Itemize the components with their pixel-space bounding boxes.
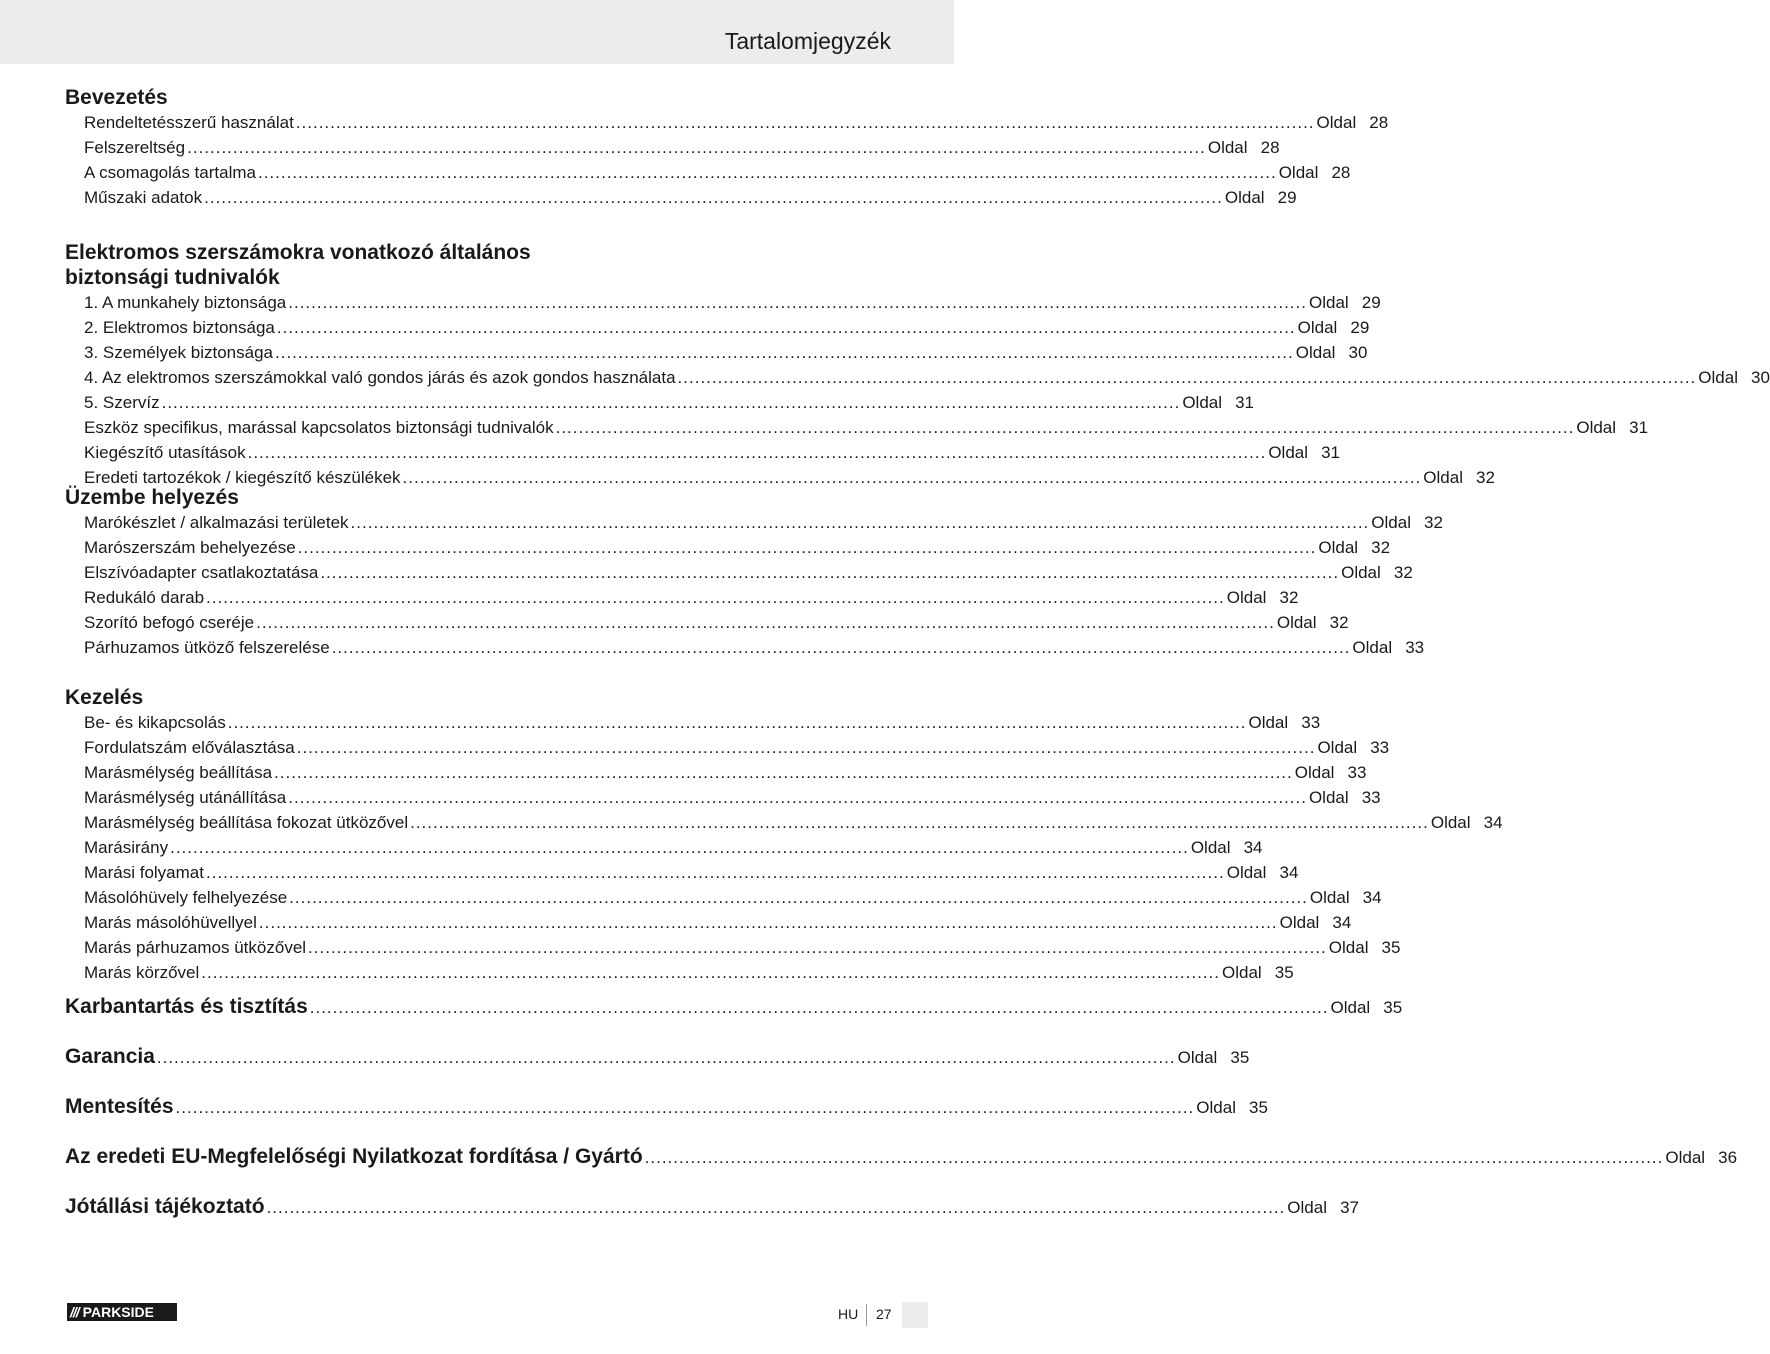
- footer-language: HU: [838, 1306, 859, 1322]
- toc-entry[interactable]: [65, 290, 1381, 315]
- footer-page-number: 27: [876, 1306, 892, 1322]
- entry-page: Oldal 34: [1226, 863, 1299, 882]
- entry-page: Oldal 35: [1330, 998, 1403, 1017]
- entry-label: Szorító befogó cseréje: [84, 613, 255, 632]
- toc-entry[interactable]: [65, 135, 1280, 160]
- footer-corner-box: [902, 1302, 928, 1328]
- toc-entry[interactable]: [65, 365, 1770, 390]
- entry-label: Elszívóadapter csatlakoztatása: [84, 563, 319, 582]
- logo-slashes: ///: [70, 1304, 79, 1320]
- entry-page: Oldal 34: [1190, 838, 1263, 857]
- toc-entry[interactable]: [65, 860, 1299, 885]
- toc-entry[interactable]: [65, 390, 1255, 415]
- entry-page: Oldal 36: [1665, 1148, 1738, 1167]
- toc-entry[interactable]: [65, 585, 1299, 610]
- table-of-contents: [65, 80, 1770, 1225]
- entry-page: Oldal 32: [1341, 563, 1413, 582]
- toc-entry[interactable]: [65, 185, 1297, 210]
- entry-page: Oldal 32: [1423, 468, 1495, 487]
- entry-label: Be- és kikapcsolás: [84, 713, 226, 732]
- entry-label: Marás másolóhüvellyel: [84, 913, 257, 932]
- toc-entry[interactable]: [65, 535, 1391, 560]
- section-title: Üzembe helyezés: [65, 486, 239, 509]
- entry-label: Marási folyamat: [84, 863, 204, 882]
- toc-entry[interactable]: [65, 160, 1351, 185]
- entry-label: 1. A munkahely biztonsága: [84, 293, 287, 312]
- toc-entry[interactable]: [65, 935, 1401, 960]
- toc-section-uzembe: [65, 485, 1443, 660]
- leader-dots: ..................................................................................................................................................................................: [161, 393, 1181, 412]
- leader-dots: ..................................................................................................................................................................................: [257, 163, 1277, 182]
- leader-dots: ..................................................................................................................................................................................: [175, 1098, 1195, 1117]
- entry-page: Oldal 34: [1430, 813, 1503, 832]
- entry-page: Oldal 32: [1371, 513, 1443, 532]
- entry-page: Oldal 31: [1268, 443, 1341, 462]
- entry-label: Marás párhuzamos ütközővel: [84, 938, 307, 957]
- entry-label: Marókészlet / alkalmazási területek: [84, 513, 349, 532]
- leader-dots: ..................................................................................................................................................................................: [256, 613, 1275, 632]
- leader-dots: ..................................................................................................................................................................................: [201, 963, 1220, 982]
- entry-page: Oldal 29: [1308, 293, 1381, 312]
- toc-main-entry[interactable]: [65, 995, 1403, 1025]
- leader-dots: ..................................................................................................................................................................................: [276, 318, 1296, 337]
- leader-dots: ..................................................................................................................................................................................: [274, 763, 1293, 782]
- entry-label: Rendeltetésszerű használat: [84, 113, 294, 132]
- toc-entry[interactable]: [65, 315, 1370, 340]
- leader-dots: ..................................................................................................................................................................................: [331, 638, 1351, 657]
- section-title-line: Elektromos szerszámokra vonatkozó általános: [65, 241, 531, 264]
- entry-label: Párhuzamos ütköző felszerelése: [84, 638, 330, 657]
- toc-entry[interactable]: [65, 785, 1381, 810]
- toc-entry[interactable]: [65, 835, 1263, 860]
- leader-dots: ..................................................................................................................................................................................: [350, 513, 1370, 532]
- leader-dots: ..................................................................................................................................................................................: [410, 813, 1429, 832]
- entry-label: 5. Szervíz: [84, 393, 160, 412]
- entry-page: Oldal 28: [1316, 113, 1389, 132]
- toc-main-entry[interactable]: [65, 1045, 1250, 1075]
- toc-entry[interactable]: [65, 440, 1341, 465]
- toc-entry[interactable]: [65, 465, 1495, 490]
- entry-page: Oldal 32: [1276, 613, 1349, 632]
- leader-dots: ..................................................................................................................................................................................: [288, 293, 1307, 312]
- entry-page: Oldal 32: [1318, 538, 1391, 557]
- entry-label: Kiegészítő utasítások: [84, 443, 246, 462]
- entry-label: Karbantartás és tisztítás: [65, 995, 308, 1018]
- entry-label: Marásmélység utánállítása: [84, 788, 287, 807]
- entry-page: Oldal 35: [1177, 1048, 1250, 1067]
- toc-entry[interactable]: [65, 910, 1352, 935]
- leader-dots: ..................................................................................................................................................................................: [266, 1198, 1286, 1217]
- entry-label: Redukáló darab: [84, 588, 205, 607]
- leader-dots: ..................................................................................................................................................................................: [170, 838, 1189, 857]
- leader-dots: ..................................................................................................................................................................................: [555, 418, 1575, 437]
- leader-dots: ..................................................................................................................................................................................: [156, 1048, 1176, 1067]
- entry-page: Oldal 32: [1226, 588, 1299, 607]
- entry-label: Másolóhüvely felhelyezése: [84, 888, 288, 907]
- logo-text: PARKSIDE: [82, 1304, 154, 1320]
- leader-dots: ..................................................................................................................................................................................: [320, 563, 1340, 582]
- entry-page: Oldal 33: [1248, 713, 1321, 732]
- entry-label: Műszaki adatok: [84, 188, 203, 207]
- entry-label: Jótállási tájékoztató: [65, 1195, 265, 1218]
- entry-label: Felszereltség: [84, 138, 186, 157]
- toc-main-entry[interactable]: [65, 1095, 1268, 1125]
- entry-page: Oldal 33: [1317, 738, 1390, 757]
- parkside-logo: [67, 1303, 177, 1321]
- toc-section-bevezetes: [65, 85, 1389, 215]
- entry-page: Oldal 33: [1294, 763, 1367, 782]
- entry-label: Marásirány: [84, 838, 169, 857]
- section-title: [65, 240, 889, 290]
- leader-dots: ..................................................................................................................................................................................: [258, 913, 1278, 932]
- entry-page: Oldal 30: [1698, 368, 1770, 387]
- entry-label: Marószerszám behelyezése: [84, 538, 296, 557]
- entry-page: Oldal 34: [1279, 913, 1352, 932]
- entry-page: Oldal 33: [1308, 788, 1381, 807]
- header-bar: [0, 0, 954, 64]
- entry-label: Mentesítés: [65, 1095, 174, 1118]
- entry-label: Marásmélység beállítása: [84, 763, 273, 782]
- leader-dots: ..................................................................................................................................................................................: [227, 713, 1247, 732]
- entry-page: Oldal 28: [1207, 138, 1280, 157]
- toc-section-biztonsag: [65, 240, 1770, 487]
- toc-entry[interactable]: [65, 885, 1382, 910]
- entry-label: A csomagolás tartalma: [84, 163, 256, 182]
- toc-entry[interactable]: [65, 560, 1413, 585]
- leader-dots: ..................................................................................................................................................................................: [289, 888, 1308, 907]
- leader-dots: ..................................................................................................................................................................................: [677, 368, 1697, 387]
- footer-divider: [866, 1304, 867, 1326]
- entry-page: Oldal 31: [1182, 393, 1255, 412]
- toc-entry[interactable]: [65, 635, 1425, 660]
- entry-page: Oldal 29: [1224, 188, 1297, 207]
- entry-page: Oldal 31: [1576, 418, 1649, 437]
- entry-label: Eredeti tartozékok / kiegészítő készülékek: [84, 468, 401, 487]
- toc-entry[interactable]: [65, 710, 1321, 735]
- leader-dots: ..................................................................................................................................................................................: [295, 113, 1315, 132]
- entry-label: Marás körzővel: [84, 963, 200, 982]
- entry-label: Garancia: [65, 1045, 155, 1068]
- leader-dots: ..................................................................................................................................................................................: [187, 138, 1206, 157]
- leader-dots: ..................................................................................................................................................................................: [288, 788, 1307, 807]
- toc-main-entries: [65, 995, 1738, 1225]
- toc-section-kezeles: [65, 685, 1503, 985]
- entry-label: Az eredeti EU-Megfelelőségi Nyilatkozat fordítása / Gyártó: [65, 1145, 643, 1168]
- entry-page: Oldal 35: [1196, 1098, 1268, 1117]
- entry-label: Marásmélység beállítása fokozat ütközővel: [84, 813, 409, 832]
- leader-dots: ..................................................................................................................................................................................: [275, 343, 1294, 362]
- toc-entry[interactable]: [65, 610, 1349, 635]
- section-title: Bevezetés: [65, 86, 168, 109]
- leader-dots: ..................................................................................................................................................................................: [204, 188, 1223, 207]
- entry-page: Oldal 30: [1295, 343, 1368, 362]
- toc-entry[interactable]: [65, 960, 1294, 985]
- toc-entry[interactable]: [65, 735, 1390, 760]
- entry-page: Oldal 33: [1352, 638, 1425, 657]
- entry-page: Oldal 35: [1222, 963, 1294, 982]
- leader-dots: ..................................................................................................................................................................................: [206, 588, 1225, 607]
- entry-label: 3. Személyek biztonsága: [84, 343, 273, 362]
- entry-page: Oldal 37: [1287, 1198, 1359, 1217]
- section-title: Kezelés: [65, 686, 144, 709]
- toc-entry[interactable]: [65, 810, 1503, 835]
- toc-entry[interactable]: [65, 760, 1367, 785]
- leader-dots: ..................................................................................................................................................................................: [296, 738, 1316, 757]
- toc-entry[interactable]: [65, 110, 1389, 135]
- entry-label: 2. Elektromos biztonsága: [84, 318, 275, 337]
- toc-main-entry[interactable]: [65, 1145, 1738, 1175]
- entry-page: Oldal 29: [1297, 318, 1370, 337]
- toc-entry[interactable]: [65, 415, 1649, 440]
- entry-label: 4. Az elektromos szerszámokkal való gondos járás és azok gondos használata: [84, 368, 676, 387]
- leader-dots: ..................................................................................................................................................................................: [205, 863, 1225, 882]
- entry-page: Oldal 28: [1278, 163, 1351, 182]
- entry-label: Fordulatszám előválasztása: [84, 738, 295, 757]
- leader-dots: ..................................................................................................................................................................................: [644, 1148, 1664, 1167]
- leader-dots: ..................................................................................................................................................................................: [309, 998, 1329, 1017]
- section-title-line: biztonsági tudnivalók: [65, 266, 280, 289]
- toc-main-entry[interactable]: [65, 1195, 1359, 1225]
- leader-dots: ..................................................................................................................................................................................: [297, 538, 1317, 557]
- leader-dots: ..................................................................................................................................................................................: [308, 938, 1327, 957]
- toc-entry[interactable]: [65, 510, 1443, 535]
- leader-dots: ..................................................................................................................................................................................: [402, 468, 1422, 487]
- toc-entry[interactable]: [65, 340, 1368, 365]
- page-title: Tartalomjegyzék: [724, 28, 891, 54]
- leader-dots: ..................................................................................................................................................................................: [247, 443, 1267, 462]
- entry-label: Eszköz specifikus, marással kapcsolatos biztonsági tudnivalók: [84, 418, 554, 437]
- entry-page: Oldal 34: [1309, 888, 1382, 907]
- entry-page: Oldal 35: [1328, 938, 1401, 957]
